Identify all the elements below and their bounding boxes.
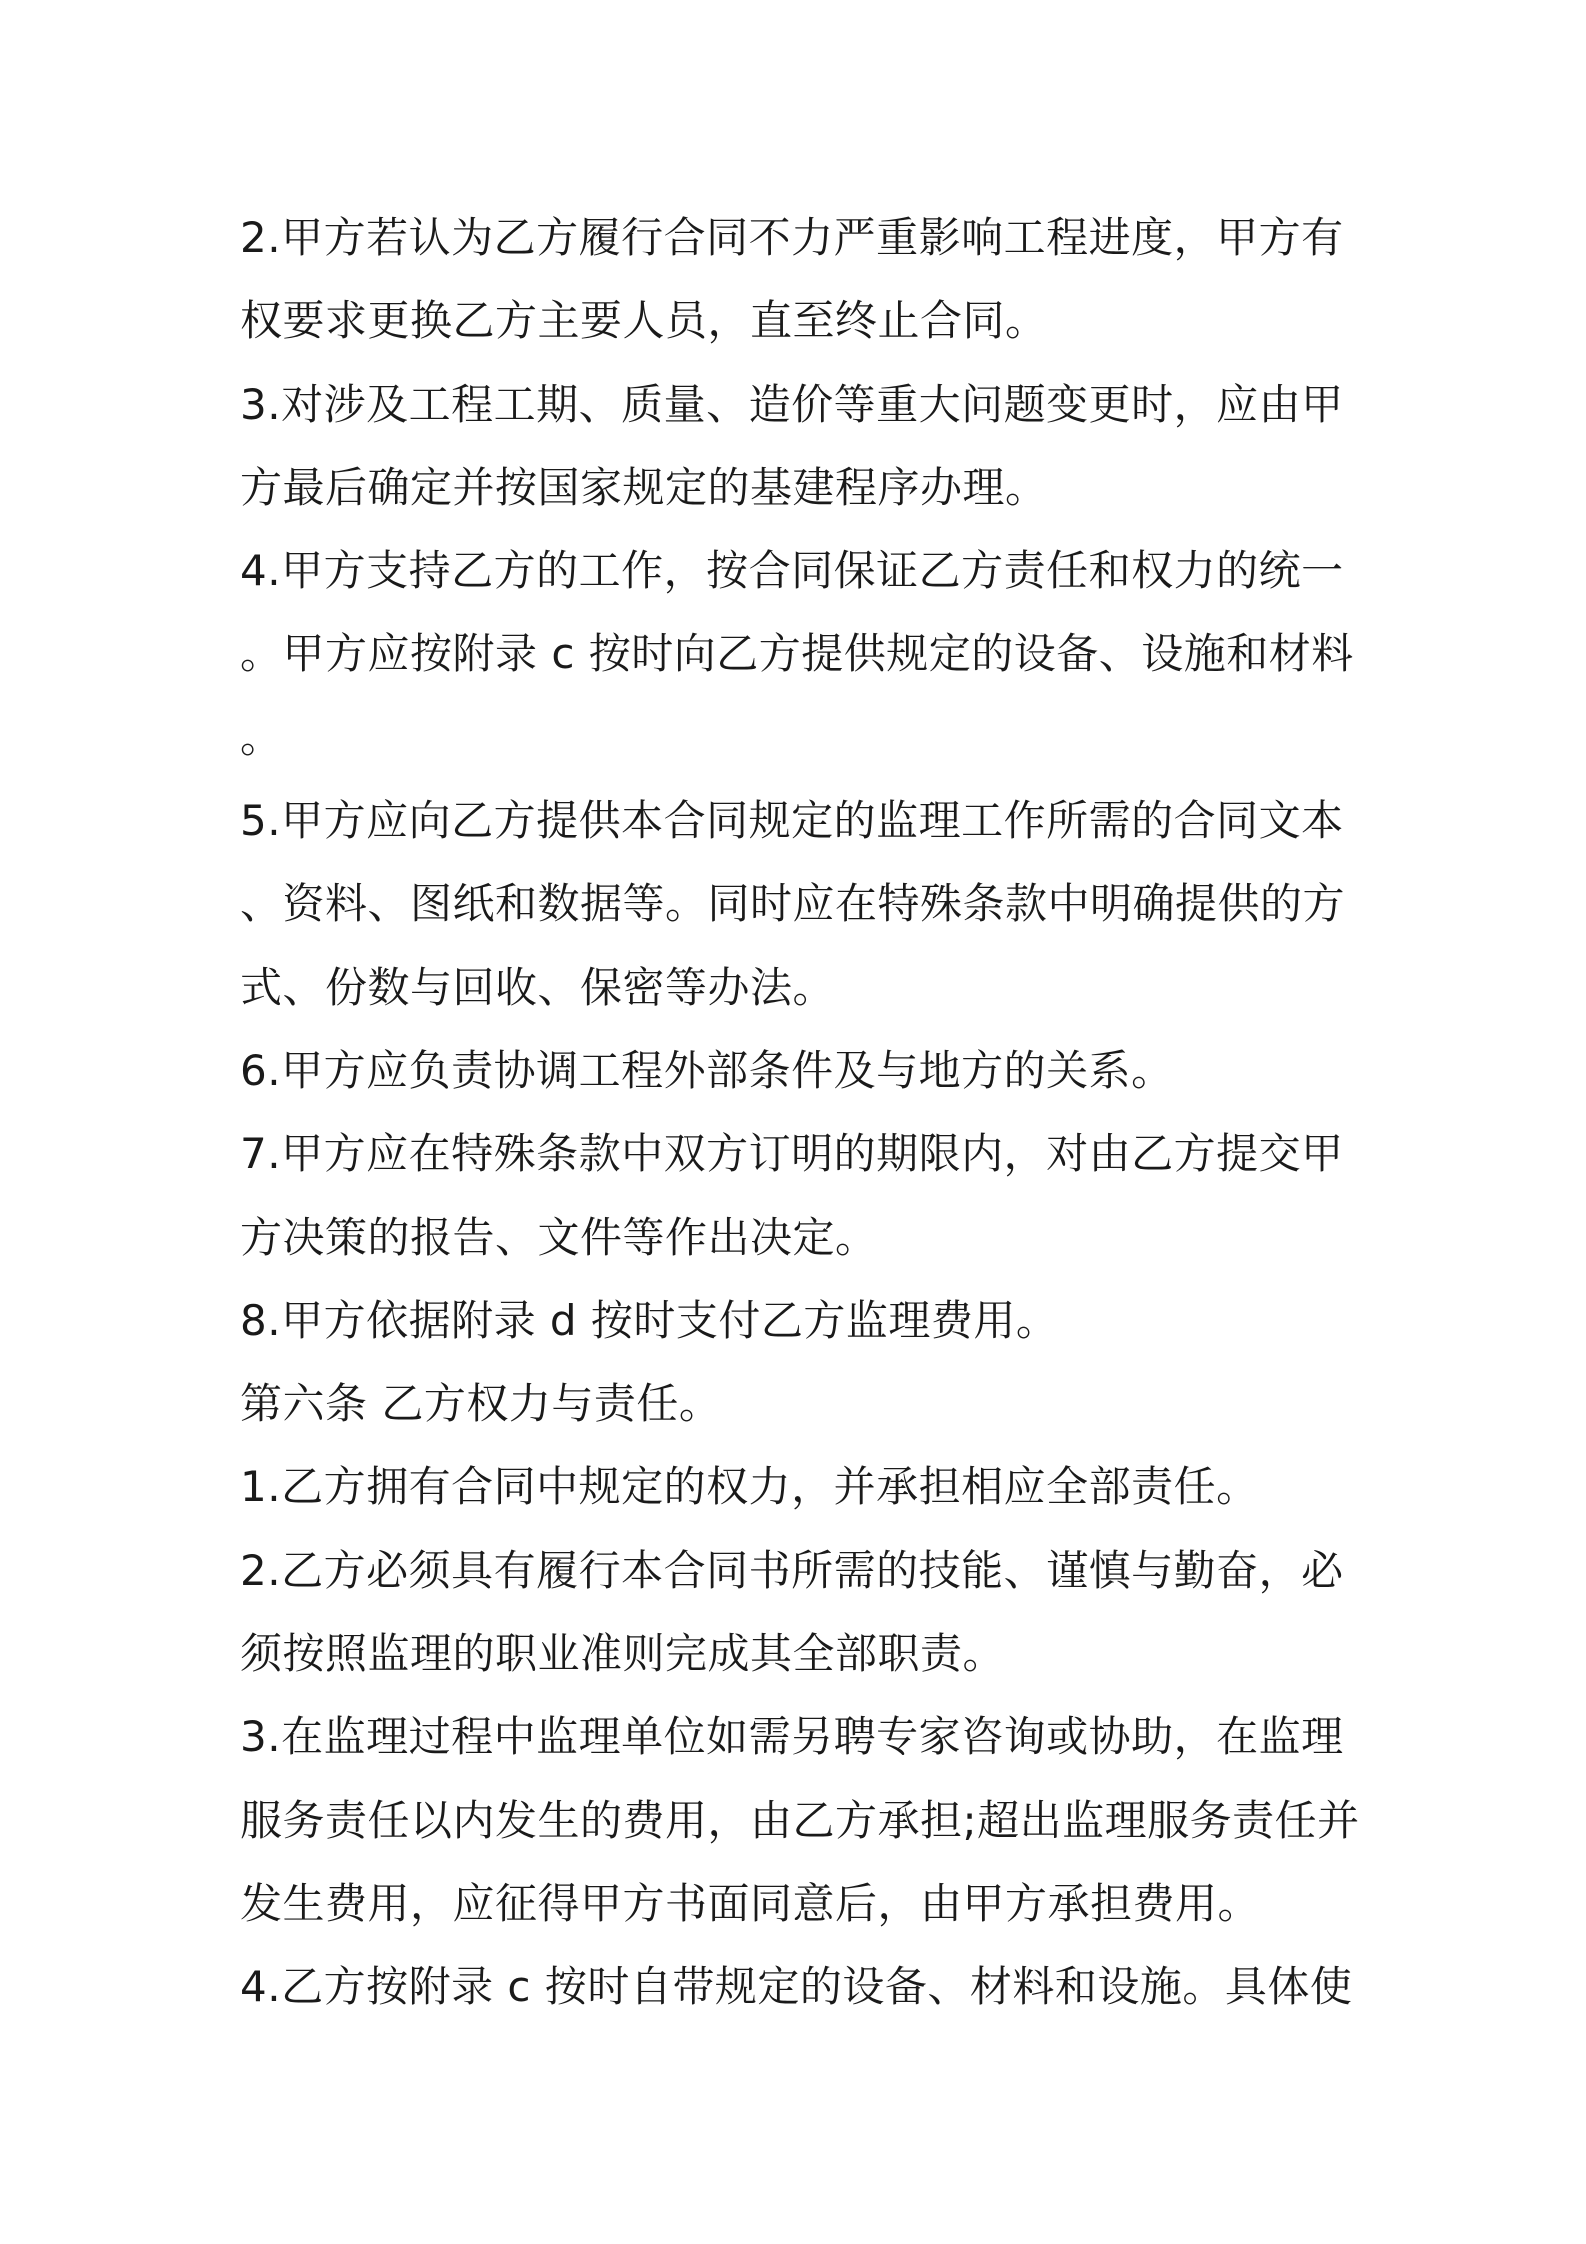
text-line: 发生费用，应征得甲方书面同意后，由甲方承担费用。 bbox=[240, 1878, 1261, 1928]
text-line: 权要求更换乙方主要人员，直至终止合同。 bbox=[240, 296, 1048, 346]
text-line: 3.对涉及工程工期、质量、造价等重大问题变更时，应由甲 bbox=[240, 379, 1344, 429]
text-line: 4.甲方支持乙方的工作，按合同保证乙方责任和权力的统一 bbox=[240, 546, 1344, 596]
text-line: 。甲方应按附录 c 按时向乙方提供规定的设备、设施和材料 bbox=[240, 629, 1354, 679]
text-line: 2.乙方必须具有履行本合同书所需的技能、谨慎与勤奋，必 bbox=[240, 1545, 1344, 1595]
text-line: 1.乙方拥有合同中规定的权力，并承担相应全部责任。 bbox=[240, 1462, 1259, 1512]
text-line: 2.甲方若认为乙方履行合同不力严重影响工程进度，甲方有 bbox=[240, 213, 1344, 262]
text-line: 方最后确定并按国家规定的基建程序办理。 bbox=[240, 462, 1048, 512]
text-line: 式、份数与回收、保密等办法。 bbox=[240, 962, 836, 1012]
text-line: 8.甲方依据附录 d 按时支付乙方监理费用。 bbox=[240, 1295, 1059, 1345]
text-line: 方决策的报告、文件等作出决定。 bbox=[240, 1212, 878, 1262]
text-line: 须按照监理的职业准则完成其全部职责。 bbox=[240, 1629, 1006, 1679]
text-line: 服务责任以内发生的费用，由乙方承担;超出监理服务责任并 bbox=[240, 1795, 1360, 1845]
text-line: 。 bbox=[240, 712, 283, 762]
document-body bbox=[240, 196, 1360, 2029]
text-line: 6.甲方应负责协调工程外部条件及与地方的关系。 bbox=[240, 1045, 1174, 1095]
section-heading: 第六条 乙方权力与责任。 bbox=[240, 1379, 722, 1429]
text-line: 、资料、图纸和数据等。同时应在特殊条款中明确提供的方 bbox=[240, 879, 1346, 929]
text-line: 7.甲方应在特殊条款中双方订明的期限内，对由乙方提交甲 bbox=[240, 1129, 1344, 1179]
text-line: 3.在监理过程中监理单位如需另聘专家咨询或协助，在监理 bbox=[240, 1712, 1344, 1762]
text-line: 4.乙方按附录 c 按时自带规定的设备、材料和设施。具体使 bbox=[240, 1962, 1353, 2012]
text-line: 5.甲方应向乙方提供本合同规定的监理工作所需的合同文本 bbox=[240, 796, 1344, 846]
